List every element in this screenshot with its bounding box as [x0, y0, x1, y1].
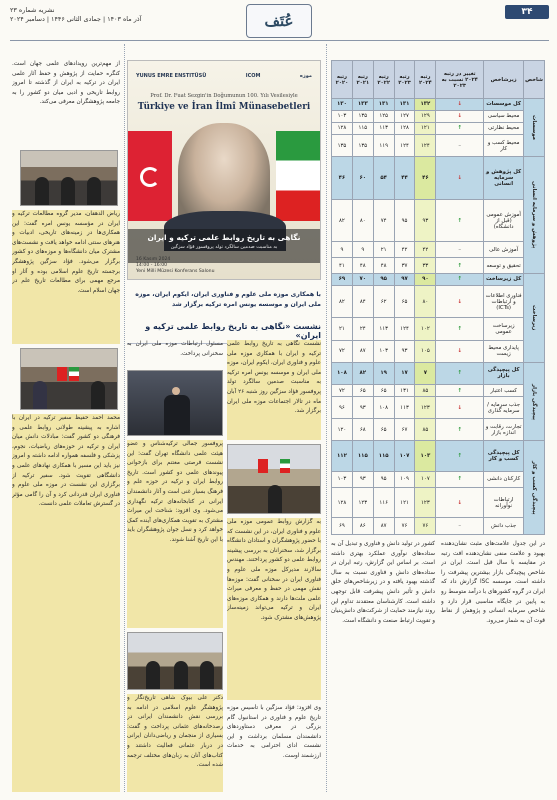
- rank-cell: ۱۲۴: [394, 134, 415, 156]
- rank-cell: ۱۳۵: [352, 134, 373, 156]
- rank-cell: ۱۲۹: [415, 110, 436, 122]
- table-row-label: کسب اعتبار: [484, 385, 524, 397]
- table-header-row: [332, 61, 545, 99]
- table-row: [332, 122, 545, 134]
- column-divider: [124, 44, 125, 792]
- person-figure: [268, 485, 282, 513]
- table-group-label: پیچیدگی بازار: [524, 362, 545, 441]
- article-text-block: ریاض الدهقان، مدیر گروه مطالعات ترکیه و ایران در مؤسسه یونس امره گفت: این همکاری‌ها در زمینه‌های تاریخی، ادبیات و هنرهای سنتی ادامه خواهد یافت و نشست‌های مشترک میان دانشگاه‌ها و موزه‌های دو کشور برگزار می‌شود. فؤاد سزگین پژوهشگر برجسته تاریخ علوم اسلامی بوده و آثار او مرجع مهمی برای مطالعات تاریخ علم در جهان اسلام است.: [12, 210, 120, 344]
- rank-cell: ۹: [332, 242, 353, 258]
- rank-cell: ۱۳۰: [332, 99, 353, 111]
- rank-cell: ۸۲: [332, 285, 353, 318]
- rank-cell: ۱۱۶: [373, 488, 394, 518]
- rank-cell: ۴۲: [415, 242, 436, 258]
- table-row: [332, 518, 545, 535]
- article-text-block: مسئول ارتباطات موزه ملی ایران به سخنرانی پرداخت.: [127, 341, 223, 357]
- person-figure: [61, 177, 75, 205]
- rank-cell: ۷۲: [332, 385, 353, 397]
- rank-cell: ۶۵: [373, 385, 394, 397]
- article-text-block: از مهم‌ترین رویدادهای علمی جهان است. کنگره حمایت از پژوهش و حفظ آثار علمی ایران در ترکیه به ایران از گذشته تا امروز روابط تاریخی و ادبی میان دو کشور را به جامعه پژوهشگران معرفی می‌کند.: [12, 61, 120, 106]
- issue-header: [10, 6, 141, 24]
- conference-photo: [20, 150, 118, 206]
- rank-cell: ۷۴: [373, 199, 394, 242]
- person-figure: [146, 661, 160, 689]
- panel-photo: [127, 632, 223, 690]
- table-row-label: پایداری محیط زیست: [484, 340, 524, 362]
- rank-cell: ۱۲۵: [373, 110, 394, 122]
- table-row: [332, 199, 545, 242]
- rank-cell: ۱۱۵: [352, 122, 373, 134]
- table-row: [332, 134, 545, 156]
- rank-change-arrow: ↓: [436, 397, 484, 419]
- table-row-label: کل موسسات: [484, 99, 524, 111]
- rank-cell: ۷۰: [352, 273, 373, 285]
- poster-event-info: [136, 257, 215, 275]
- article-text-block: نشست نگاهی به تاریخ روابط علمی ترکیه و ایران با همکاری موزه ملی علوم و فناوری ایران، ایکوم ایران، موزه ملی ایران و موسسه یونس امره ترکیه به مناسبت صدمین سالگرد تولد پروفسور فؤاد سزگین روز شنبه ۲۶ آبان ماه در تالار اجتماعات موزه ملی ایران برگزار شد.: [227, 340, 321, 440]
- rank-cell: ۱۲۸: [332, 488, 353, 518]
- table-row-label: محیط کسب و کار: [484, 134, 524, 156]
- iran-flag-mini: [69, 367, 79, 381]
- rank-cell: ۱۹: [373, 362, 394, 384]
- rank-cell: ۸۰: [415, 285, 436, 318]
- rank-cell: ۸۲: [332, 199, 353, 242]
- rank-cell: ۱۱۵: [373, 441, 394, 471]
- poster-subtitle: Prof. Dr. Fuat Sezgin'in Doğumunun 100. Yılı Vesilesiyle: [150, 93, 298, 99]
- rank-cell: ۸۷: [373, 518, 394, 535]
- article-text-block: به گزارش روابط عمومی موزه ملی علوم و فناوری ایران، در این نشست که با حضور پژوهشگران و استادان دانشگاه برگزار شد، سخنرانان به بررسی پیشینه روابط علمی دو کشور پرداختند. مهندس سالارند مدیرکل موزه ملی علوم و فناوری ایران در سخنانی گفت: موزه‌ها نقش مهمی در حفظ و معرفی میراث علمی ملت‌ها دارند و همکاری موزه‌های ایران و ترکیه می‌تواند زمینه‌ساز پژوهش‌های مشترک شود.: [227, 518, 321, 700]
- rank-cell: ۶۲: [373, 285, 394, 318]
- rank-cell: ۴۶: [332, 157, 353, 200]
- rank-cell: ۱۰۳: [373, 340, 394, 362]
- rank-change-arrow: ↓: [436, 99, 484, 111]
- rank-change-arrow: ↑: [436, 273, 484, 285]
- page-number: ۳۴: [505, 5, 549, 19]
- table-row-label: تجارت، رقابت و اندازه بازار: [484, 419, 524, 441]
- rank-change-arrow: ↑: [436, 258, 484, 274]
- rank-change-arrow: ↑: [436, 122, 484, 134]
- rank-change-arrow: ↑: [436, 362, 484, 384]
- rank-cell: ۱۳۲: [415, 99, 436, 111]
- rank-cell: ۱۲۱: [394, 488, 415, 518]
- event-poster: [127, 60, 321, 280]
- rank-cell: ۱۰۸: [373, 397, 394, 419]
- rank-cell: ۱۳۱: [394, 385, 415, 397]
- rank-cell: ۹۳: [352, 471, 373, 487]
- rank-cell: ۱۷: [394, 362, 415, 384]
- rank-cell: ۱۲۰: [332, 419, 353, 441]
- rank-cell: ۹۰: [415, 273, 436, 285]
- table-total-row: [332, 441, 545, 471]
- table-header: شاخص: [524, 61, 545, 99]
- poster-venue: Yeni Milli Müzesi Konferans Salonu: [136, 269, 215, 274]
- table-row: [332, 340, 545, 362]
- person-figure: [200, 661, 214, 689]
- rank-cell: ۹۵: [373, 273, 394, 285]
- rank-cell: ۴۱: [332, 258, 353, 274]
- rank-cell: ۶۵: [394, 285, 415, 318]
- rank-cell: ۱۱۳: [373, 122, 394, 134]
- table-row: [332, 258, 545, 274]
- rank-cell: ۶۵: [352, 385, 373, 397]
- table-row-label: محیط سیاسی: [484, 110, 524, 122]
- rank-change-arrow: ↑: [436, 419, 484, 441]
- icom-logo: ICOM: [245, 73, 261, 79]
- rank-cell: ۸۷: [352, 340, 373, 362]
- rank-cell: ۹۳: [352, 397, 373, 419]
- table-row: [332, 318, 545, 340]
- rank-change-arrow: –: [436, 242, 484, 258]
- rank-cell: ۸۰: [352, 199, 373, 242]
- rank-cell: ۱۰۷: [394, 441, 415, 471]
- rank-cell: ۲۴: [352, 318, 373, 340]
- table-total-row: [332, 99, 545, 111]
- table-header: تغییر در رتبه ۲۰۲۴ نسبت به ۲۰۲۳: [436, 61, 484, 99]
- turkey-flag-mini: [258, 459, 268, 473]
- publication-logo: عُتَف: [246, 4, 312, 38]
- table-group-label: موسسات: [524, 99, 545, 157]
- poster-title: Türkiye ve İran İlmî Münasebetleri: [137, 102, 311, 112]
- speaker-head: [172, 387, 180, 395]
- table-row-label: کل پژوهش و سرمایه انسانی: [484, 157, 524, 200]
- rank-change-arrow: ↓: [436, 110, 484, 122]
- rank-cell: ۴۶: [415, 157, 436, 200]
- table-row: [332, 285, 545, 318]
- rank-cell: ۱۱۲: [332, 441, 353, 471]
- iran-flag-mini: [280, 459, 290, 473]
- table-header: رتبه ۲۰۲۴: [415, 61, 436, 99]
- table-row-label: محیط نظارتی: [484, 122, 524, 134]
- rank-cell: ۸۲: [352, 362, 373, 384]
- article-headline: نشست «نگاهی به تاریخ روابط علمی ترکیه و ایران»: [127, 322, 321, 344]
- rank-cell: ۱۳۵: [332, 134, 353, 156]
- person-figure: [174, 661, 188, 689]
- table-group-label: زیرساخت: [524, 273, 545, 362]
- issue-date: آذر ماه ۱۴۰۳ | جمادی الثانی ۱۴۴۶ | دسامبر ۲۰۲۴: [10, 15, 142, 23]
- rank-cell: ۹۶: [332, 397, 353, 419]
- rank-cell: ۹۷: [394, 273, 415, 285]
- poster-logos: [136, 67, 312, 85]
- table-row-label: جذب سرمایه / سرمایه گذاری: [484, 397, 524, 419]
- rank-cell: ۹۳: [394, 340, 415, 362]
- rank-cell: ۱۳۳: [352, 99, 373, 111]
- turkey-flag: [128, 131, 172, 221]
- rank-cell: ۱۲۱: [415, 122, 436, 134]
- table-row-label: ارتباطات نوآورانه: [484, 488, 524, 518]
- rank-cell: ۱۱۳: [373, 318, 394, 340]
- table-total-row: [332, 273, 545, 285]
- rank-change-arrow: ↑: [436, 385, 484, 397]
- person-figure: [91, 381, 105, 409]
- rank-cell: ۶۹: [332, 273, 353, 285]
- article-text-block: وی افزود: فؤاد سزگین با تأسیس موزه تاریخ علوم و فناوری در استانبول گام بزرگی در معرفی دستاوردهای دانشمندان مسلمان برداشت و این نشست ادای احترامی به خدمات ارزشمند اوست.: [227, 705, 321, 759]
- rank-change-arrow: –: [436, 518, 484, 535]
- rank-cell: ۱۰۳: [332, 110, 353, 122]
- rank-cell: ۷۶: [394, 518, 415, 535]
- lectern-photo: [127, 370, 223, 436]
- article-text-block: محمد احمد حفیظ سفیر ترکیه در ایران با اشاره به پیشینه طولانی روابط علمی و فرهنگی دو کشور گفت: مبادلات دانش میان ایران و ترکیه در حوزه‌های ریاضیات، نجوم، پزشکی و فلسفه همواره ادامه داشته و امروز نیز باید این مسیر با همکاری نهادهای علمی و دانشگاهی تقویت شود. سفیر ترکیه از برگزاری این نشست در موزه ملی علوم و فناوری ایران قدردانی کرد و آن را گامی مؤثر در گسترش تعاملات علمی دانست.: [12, 414, 120, 792]
- rank-cell: ۸۶: [352, 518, 373, 535]
- table-row-label: کارکنان دانشی: [484, 471, 524, 487]
- table-group-label: پژوهش و سرمایه انسانی: [524, 157, 545, 274]
- poster-time: 14:00 - 16:00: [136, 263, 168, 268]
- rank-cell: ۶۷: [394, 419, 415, 441]
- table-row-label: کل زیرساخت: [484, 273, 524, 285]
- person-figure: [35, 177, 49, 205]
- rank-cell: ۱۲۷: [394, 110, 415, 122]
- table-row-label: کل پیچیدگی کسب و کار: [484, 441, 524, 471]
- table-header: رتبه ۲۰۲۳: [394, 61, 415, 99]
- table-row-label: آموزش عمومی (قبل از دانشگاه): [484, 199, 524, 242]
- rank-change-arrow: ↓: [436, 488, 484, 518]
- table-row: [332, 397, 545, 419]
- rank-cell: ۹: [352, 242, 373, 258]
- rank-cell: ۷۶: [415, 518, 436, 535]
- rank-cell: ۷۲: [332, 340, 353, 362]
- rank-cell: ۱۲۴: [415, 134, 436, 156]
- rank-cell: ۱۱۵: [352, 441, 373, 471]
- table-row: [332, 471, 545, 487]
- rank-cell: ۷: [415, 362, 436, 384]
- table-row: [332, 385, 545, 397]
- rank-cell: ۱۱۹: [373, 134, 394, 156]
- rank-cell: ۱۲۸: [394, 122, 415, 134]
- rank-change-arrow: ↑: [436, 441, 484, 471]
- table-header: زیرشاخص: [484, 61, 524, 99]
- poster-date: 16 Kasım 2024: [136, 257, 171, 262]
- rank-cell: ۶۹: [332, 518, 353, 535]
- article-text-block: کشور در تولید دانش و فناوری و تبدیل آن به ستاده‌های نوآوری عملکرد بهتری داشته است. بر اساس این گزارش، رتبه ایران در ستاده‌های دانش و فناوری نسبت به سال گذشته بهبود یافته و در زیرشاخص‌های خلق دانش و تأثیر دانش پیشرفت قابل توجهی داشته است. کارشناسان معتقدند تداوم این روند نیازمند حمایت از شرکت‌های دانش‌بنیان و تقویت ارتباط صنعت و دانشگاه است.: [331, 541, 435, 624]
- rank-cell: ۱۲۳: [352, 488, 373, 518]
- rank-cell: ۸۴: [352, 285, 373, 318]
- speaker-photo: [20, 348, 118, 410]
- column-divider: [326, 44, 327, 792]
- table-row-label: آموزش عالی: [484, 242, 524, 258]
- table-group-label: پیچیدگی کسب و کار: [524, 441, 545, 535]
- turkey-flag-mini: [57, 367, 67, 381]
- table-row: [332, 488, 545, 518]
- table-header: رتبه ۲۰۲۰: [332, 61, 353, 99]
- lectern: [164, 395, 190, 435]
- rank-cell: ۲۱: [373, 242, 394, 258]
- rank-cell: ۶۰: [352, 157, 373, 200]
- rank-cell: ۹۵: [394, 199, 415, 242]
- issue-number: نشریه شماره ۲۳: [10, 6, 55, 14]
- person-figure: [33, 381, 47, 409]
- table-row-label: جذب دانش: [484, 518, 524, 535]
- rank-cell: ۱۰۸: [332, 362, 353, 384]
- rank-cell: ۸۵: [415, 385, 436, 397]
- article-text-block: دکتر علی بیوک شاهی تاریخ‌نگار و پژوهشگر علوم اسلامی در ادامه به بررسی نقش دانشمندان ایرانی در رصدخانه‌های عثمانی پرداخت و گفت: بسیاری از منجمان و ریاضی‌دانان ایرانی در دربار عثمانی فعالیت داشتند و کتاب‌های آنان به زبان‌های مختلف ترجمه شده است.: [127, 694, 223, 792]
- rank-cell: ۳۷: [394, 258, 415, 274]
- rank-cell: ۱۱۳: [394, 397, 415, 419]
- table-header: رتبه ۲۰۲۱: [352, 61, 373, 99]
- museum-logo: موزه: [299, 73, 312, 79]
- rank-cell: ۱۲۸: [332, 122, 353, 134]
- rank-cell: ۹۳: [415, 199, 436, 242]
- rank-cell: ۱۰۷: [415, 471, 436, 487]
- rank-cell: ۱۳۱: [373, 99, 394, 111]
- rank-cell: ۱۰۳: [415, 441, 436, 471]
- table-total-row: [332, 157, 545, 200]
- rank-change-arrow: ↑: [436, 318, 484, 340]
- rank-cell: ۵۴: [373, 157, 394, 200]
- person-figure: [87, 177, 101, 205]
- rank-cell: ۱۲۴: [394, 318, 415, 340]
- rank-cell: ۶۵: [373, 419, 394, 441]
- rank-cell: ۴۴: [394, 157, 415, 200]
- rank-cell: ۱۲۳: [415, 488, 436, 518]
- iran-flag: [276, 131, 320, 221]
- rank-cell: ۴۸: [373, 258, 394, 274]
- rank-cell: ۱۰۹: [394, 471, 415, 487]
- table-row-label: زیرساخت عمومی: [484, 318, 524, 340]
- table-row: [332, 419, 545, 441]
- rank-cell: ۱۲۳: [415, 397, 436, 419]
- poster-fa-subtitle: به مناسبت صدمین سالگرد تولد پروفسور فؤاد سزگین: [170, 245, 278, 250]
- rank-cell: ۱۳۱: [394, 99, 415, 111]
- rank-cell: ۱۰۳: [332, 471, 353, 487]
- rank-cell: ۹۵: [373, 471, 394, 487]
- table-header: رتبه ۲۰۲۲: [373, 61, 394, 99]
- rank-cell: ۴۲: [394, 242, 415, 258]
- ranking-table: [331, 60, 545, 535]
- rank-cell: ۱۰۵: [415, 340, 436, 362]
- table-row: [332, 110, 545, 122]
- table-row-label: فناوری اطلاعات و ارتباطات (ICTs): [484, 285, 524, 318]
- rank-cell: ۱۰۲: [415, 318, 436, 340]
- rank-change-arrow: ↑: [436, 199, 484, 242]
- table-total-row: [332, 362, 545, 384]
- article-text-block: در این جدول علامت‌های مثبت نشان‌دهنده بهبود و علامت منفی نشان‌دهنده افت رتبه در مقایسه با سال قبل است. ایران در شاخص پیچیدگی بازار بیشترین پیشرفت را داشته است. موسسه ISC گزارش داد که ایران در گروه کشورهای با درآمد متوسط رو به پایین در جایگاه مناسبی قرار دارد و شاخص سرمایه انسانی و پژوهش از نقاط قوت آن به شمار می‌رود.: [441, 541, 545, 624]
- rank-cell: ۴۸: [352, 258, 373, 274]
- yunus-emre-logo: YUNUS EMRE ENSTITÜSÜ: [136, 73, 207, 79]
- rank-cell: ۸۵: [415, 419, 436, 441]
- article-kicker: با همکاری موزه ملی علوم و فناوری ایران، ایکوم ایران، موزه ملی ایران و موسسه یونس امره ترکیه برگزار شد: [135, 291, 321, 308]
- header-rule: [10, 40, 549, 41]
- rank-change-arrow: ↓: [436, 340, 484, 362]
- article-text-block: پروفسور جمالی ترکیه‌شناس و عضو هیئت علمی دانشگاه تهران گفت: این نشست فرصتی مغتنم برای بازخوانی پیوندهای علمی دو کشور است. تاریخ روابط ایران و ترکیه در حوزه علم و فرهنگ بسیار غنی است و آثار دانشمندان ایرانی در کتابخانه‌های ترکیه نگهداری می‌شود. وی افزود: شناخت این میراث مشترک به تقویت همکاری‌های آینده کمک خواهد کرد و نسل جوان پژوهشگران باید با این تاریخ آشنا شوند.: [127, 440, 223, 628]
- poster-fa-title: نگاهی به تاریخ روابط علمی ترکیه و ایران: [147, 233, 301, 242]
- signing-photo: [227, 444, 321, 514]
- table-row-label: تحقیق و توسعه: [484, 258, 524, 274]
- rank-change-arrow: ↓: [436, 157, 484, 200]
- rank-change-arrow: ↓: [436, 285, 484, 318]
- rank-cell: ۶۸: [352, 419, 373, 441]
- rank-change-arrow: –: [436, 134, 484, 156]
- rank-cell: ۲۱: [332, 318, 353, 340]
- table-row: [332, 242, 545, 258]
- rank-cell: ۱۳۵: [352, 110, 373, 122]
- table-row-label: کل پیچیدگی بازار: [484, 362, 524, 384]
- rank-change-arrow: ↑: [436, 471, 484, 487]
- rank-cell: ۳۳: [415, 258, 436, 274]
